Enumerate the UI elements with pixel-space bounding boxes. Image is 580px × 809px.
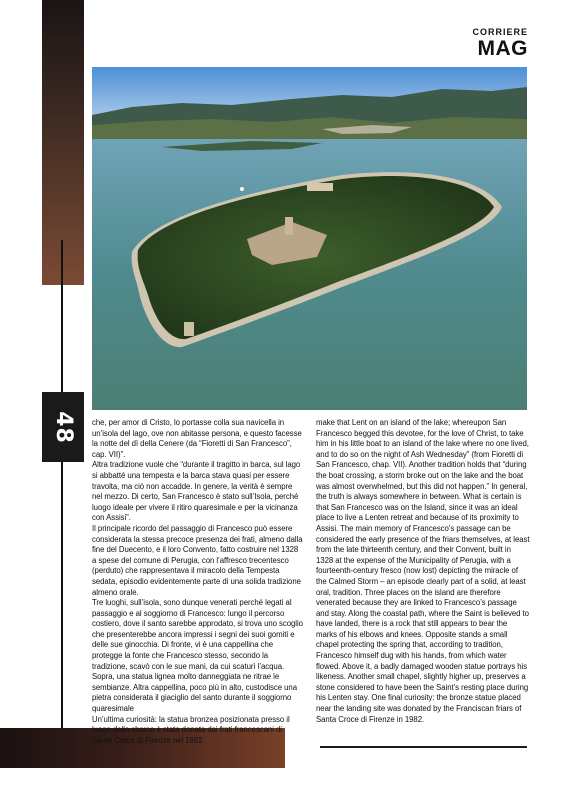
brand-logo-top: CORRIERE <box>472 27 528 37</box>
article-column-english <box>316 418 530 725</box>
paragraph: Un’ultima curiosità: la statua bronzea posizionata presso il luogo dello sbarco è stata donata dai frati francescani di Santa Croce di Firenze nel 1982. <box>92 714 290 745</box>
paragraph: Altra tradizione vuole che “durante il tragitto in barca, sul lago si abbatté una tempesta e la barca stava quasi per essere travolta, ma ciò non accadde. In genere, la verità è sempre nel mezzo. Di certo, San Francesco è stato sull’Isola, perché luogo ideale per vivere il ritiro quaresimale e per la vicinanza con Assisi”. <box>92 460 301 523</box>
page-number: 48 <box>50 410 76 444</box>
decorative-left-band <box>42 0 84 285</box>
decorative-bottom-rule <box>320 746 527 748</box>
paragraph: Il principale ricordo del passaggio di Francesco può essere considerata la stessa precoce presenza dei frati, almeno dalla fine del Duecento, e il loro Convento, fatto costruire nel 1328 a spese del comune di Perugia, con l’affresco trecentesco (perduto) che rappresentava il miracolo della Tempesta sedata, episodio evidentemente parte di una solida tradizione almeno orale. <box>92 523 303 597</box>
article-column-italian <box>92 418 304 746</box>
paragraph: Tre luoghi, sull’isola, sono dunque venerati perché legati al passaggio e al soggiorno di Francesco: lungo il percorso costiero, dove il santo sarebbe approdato, si trova uno scoglio che presenterebbe ancora impressi i segni dei suoi gomiti e delle sue ginocchia. Di fronte, vi è una cappellina che protegge la fonte che Francesco stesso, secondo la tradizione, scavò con le sue mani, da cui scaturì l’acqua. Sopra, una statua lignea molto danneggiata ne ritrae le sembianze. Altra cappellina, poco più in alto, custodisce una pietra considerata il giaciglio del santo durante il soggiorno quaresimale <box>92 598 303 714</box>
brand-logo-bottom: MAG <box>477 37 528 60</box>
brand-logo <box>472 28 528 59</box>
decorative-vertical-line <box>61 240 63 728</box>
paragraph: make that Lent on an island of the lake; whereupon San Francesco begged this devotee, for the love of Christ, to take him in his little boat to an island of the lake where no one lived, and to do so on the night of Ash Wednesday” (from Fioretti di San Francesco, chap. VII). Another tradition holds that “during the boat crossing, a storm broke out on the lake and the boat was almost overwhelmed, but this did not happen.” In general, the truth is always somewhere in between. What is certain is that San Francesco was on the Island, since it was an ideal place to live a Lenten retreat and because of its proximity to Assisi. The main memory of Francesco’s passage can be considered the early presence of the friars themselves, at least from the late thirteenth century, and their Convent, built in 1328 at the expense of the Municipality of Perugia, with a fourteenth-century fresco (now lost) depicting the miracle of the Calmed Storm – an episode clearly part of a solid, at least oral, tradition. Three places on the island are therefore venerated because they are linked to Francesco’s passage and stay. Along the coastal path, where the Saint is believed to have landed, there is a rock that still appears to bear the marks of his elbows and knees. Opposite stands a small chapel protecting the spring that, according to tradition, Francesco himself dug with his hands, from which water flowed. Above it, a badly damaged wooden statue portrays his likeness. Another small chapel, slightly higher up, preserves a stone considered to have been the Saint’s resting place during his Lenten stay. One final curiosity: the bronze statue placed near the landing site was donated by the Franciscan friars of Santa Croce di Firenze in 1982. <box>316 418 530 724</box>
page-number-box <box>42 392 84 462</box>
paragraph: che, per amor di Cristo, lo portasse colla sua navicella in un’isola del lago, ove non abitasse persona, e questo facesse la notte del dì della Cenere (da “Fioretti di San Francesco”, cap. VII)”. <box>92 418 302 459</box>
island-aerial-photo <box>92 67 527 410</box>
